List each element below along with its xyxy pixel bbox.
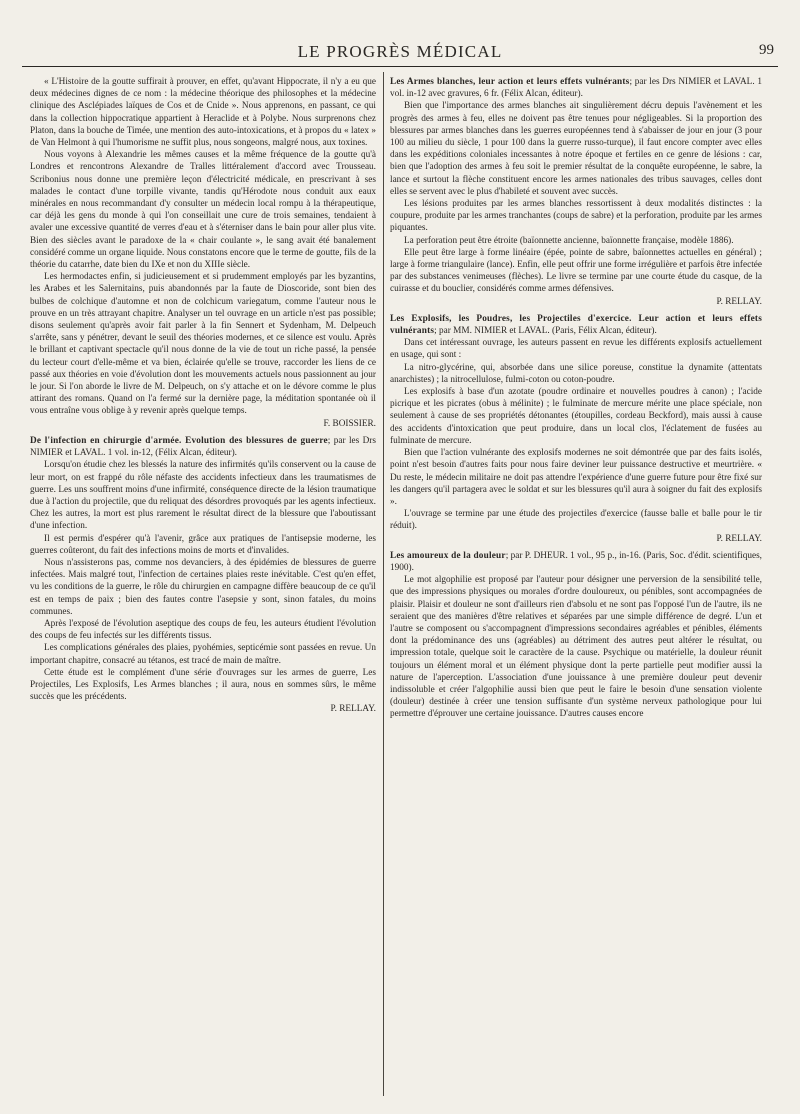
paragraph: Après l'exposé de l'évolution aseptique des coups de feu, les auteurs étudient l'évolution des coups de feu infectés sur les différents tissus. — [30, 618, 376, 642]
book-title: De l'infection en chirurgie d'armée. Evolution des blessures de guerre — [30, 435, 328, 446]
paragraph: Nous n'assisterons pas, comme nos devanciers, à des épidémies de blessures de guerre infectées. Mais malgré tout, l'infection de certaines plaies reste inévitable. C'est qu'en effet, vu les conditions de la guerre, le rôle du chirurgien en campagne diffère beaucoup de ce qu'il est en temps de paix ; bien des fautes contre l'asepsie y sont, sinon fatales, du moins communes. — [30, 557, 376, 617]
journal-title: LE PROGRÈS MÉDICAL — [297, 42, 503, 61]
paragraph: Lorsqu'on étudie chez les blessés la nature des infirmités qu'ils conservent ou la cause de leur mort, on est frappé du rôle néfaste des accidents infectieux dans les traumatismes de guerre. Les uns souffrent moins d'une infirmité, conséquence directe de la lésion traumatique due à l'action du projectile, que du reliquat des désordres provoqués par les agents infectieux. Chez les autres, la mort est plus rarement le résultat direct de la blessure que l'aboutissant d'une infection. — [30, 460, 376, 532]
paragraph: Bien que l'action vulnérante des explosifs modernes ne soit démontrée que par des faits isolés, point n'est besoin d'autres faits pour nous faire deviner leur puissance destructive et meurtrière. « Du reste, le médecin militaire ne doit pas attendre l'expérience d'une guerre future pour être fixé sur les dangers qu'il partagera avec le soldat et sur les blessures qu'il aura à soigner du fait des explosifs ». — [390, 448, 762, 507]
book-meta: ; par les Drs NIMIER et LAVAL. 1 vol. in-12, (Félix Alcan, éditeur). — [30, 435, 376, 459]
paragraph: Le mot algophilie est proposé par l'auteur pour désigner une perversion de la sensibilité telle, que des impressions physiques ou morales d'ordre douloureux, ou pénibles, sont accompagnées de plaisir. Plaisir et douleur ne sont d'ailleurs rien d'absolu et ne sont pas l'opposé l'un de l'autre, ils ne seraient que des manières d'être relatives et séparées par une simple différence de degré. L'un et l'autre se composent ou s'accompagnent d'impressions secondaires agréables et pénibles, éléments dont la prédominance des uns (agréables) au détriment des autres peut altérer le résultat, ou impression totale, quelque soit le caractère de la cause. Psychique ou matérielle, la douleur réunit toujours un élément moral et un élément physique dont la perte partielle peut modifier aussi la nature de l'aperception. L'association d'une jouissance à une première douleur peut devenir indissoluble et créer l'algophilie aussi bien que peut le faire le besoin d'une sensation violente (douleur) destinée à créer une tension suffisante d'un système nerveux pathologique pour lui permettre d'éprouver une certaine jouissance. D'autres causes encore — [390, 575, 762, 720]
paragraph: Les hermodactes enfin, si judicieusement et si prudemment employés par les byzantins, les Arabes et les Salernitains, puis abandonnés par la faute de Dioscoride, sont bien des bulbes de colchique d'automne et non de colchicum variegatum, comme l'auteur nous le prouve en un très attrayant chapitre. Analyser un tel ouvrage en un article n'est pas possible; disons seulement qu'après avoir fait parler à la fin Sennert et Sydenham, M. Delpeuch s'arrête, sans y pénétrer, devant le seuil des théories modernes, et ce silence est voulu. Après le brillant et captivant spectacle qu'il nous donne de la vie de tout un riche passé, la pensée du lecteur court d'elle-même et va bien, éclairée qu'elle se trouve, raccorder les liens de ce passé aux théories en voie d'évolution dont les mouvements actuels nous passionnent au jour le jour. Si l'on aborde le livre de M. Delpeuch, on s'y attache et on le dévore comme le plus attirant des romans. Quand on l'a fermé sur la dernière page, la méditation spontanée où il vous entraîne vous oblige à y revenir après quelque temps. — [30, 272, 376, 417]
paragraph: Elle peut être large à forme linéaire (épée, pointe de sabre, baïonnettes actuelles en général) ; large à forme triangulaire (lance). Enfin, elle peut offrir une forme irrégulière et parfois être infectée par des substances venimeuses (flèches). Le livre se termine par une courte étude du casque, de la cuirasse et du bouclier, considérés comme armes défensives. — [390, 247, 762, 295]
signature: P. RELLAY. — [716, 296, 762, 307]
signature: F. BOISSIER. — [323, 418, 376, 429]
review-heading — [390, 550, 762, 574]
review-heading — [390, 76, 762, 100]
paragraph: « L'Histoire de la goutte suffirait à prouver, en effet, qu'avant Hippocrate, il n'y a eu que deux médecines dignes de ce nom : la médecine théorique des philosophes et la médecine clinique des Asclépiades laïques de Cos et de Cnide ». Nous apprenons, en passant, ce qui dans la collection hippocratique appartient à Heraclide et à Polybe. Nous surprenons chez Platon, dans la bouche de Timée, une mention des auto-intoxications, et à propos du « latex » de Van Helmont à qui l'humorisme ne suffit plus, nous songeons, malgré nous, aux toxines. — [30, 77, 376, 149]
left-column — [30, 76, 376, 1094]
right-column — [390, 76, 762, 1094]
book-meta: ; par MM. NIMIER et LAVAL. (Paris, Félix Alcan, éditeur). — [434, 326, 657, 337]
book-title: Les Explosifs, les Poudres, les Projectiles d'exercice. Leur action et leurs effets vulnérants — [390, 313, 762, 337]
paragraph: Les complications générales des plaies, pyohémies, septicémie sont passées en revue. Un important chapitre, consacré au tétanos, est tracé de main de maître. — [30, 643, 376, 666]
paragraph: L'ouvrage se termine par une étude des projectiles d'exercice (fausse balle et balle pour le tir réduit). — [390, 509, 762, 532]
paragraph: La nitro-glycérine, qui, absorbée dans une silice poreuse, constitue la dynamite (attentats anarchistes) ; la nitrocellulose, fulmi-coton ou coton-poudre. — [390, 362, 762, 385]
signature: P. RELLAY. — [330, 704, 376, 715]
book-title: Les Armes blanches, leur action et leurs effets vulnérants — [390, 77, 630, 87]
paragraph: Dans cet intéressant ouvrage, les auteurs passent en revue les différents explosifs actuellement en usage, qui sont : — [390, 338, 762, 361]
book-meta: ; par P. DHEUR. 1 vol., 95 p., in-16. (Paris, Soc. d'édit. scientifiques, 1900). — [390, 550, 762, 573]
paragraph: Les explosifs à base d'un azotate (poudre ordinaire et nouvelles poudres à canon) ; l'acide picrique et les picrates (obus à mélinite) ; le fulminate de mercure mérite une place spéciale, non seulement à cause de ses propriétés détonantes (étoupilles, cordeau Beckford), mais aussi à cause des accidents d'intoxication que peut produire, dans un local clos, l'éclatement de fusées au fulminate de mercure. — [390, 387, 762, 446]
column-divider — [383, 72, 384, 1096]
paragraph: Nous voyons à Alexandrie les mêmes causes et la même fréquence de la goutte qu'à Londres et rencontrons Alexandre de Tralles littéralement d'accord avec Trousseau. Scribonius nous donne une première leçon d'électricité médicale, en prescrivant à ses malades le contact d'une torpille vivante, tandis qu'Hérodote nous conduit aux eaux minérales en nous recommandant d'y consulter un médecin local rompu à la thérapeutique, car déjà les gens du monde à qui l'on conseillait une cure de trois semaines, tendaient à avaler une excessive quantité de verres d'eau et à s'éterniser dans le bain pour aller plus vite. Bien des siècles avant le paradoxe de la « chair coulante », le sang avait été banalement considéré comme un organe liquide. Nous constatons encore que le terme de goutte, fils de la théorie du catarrhe, date bien du IXe et non du XIIIe siècle. — [30, 150, 376, 271]
book-title: Les amoureux de la douleur — [390, 550, 506, 561]
page-header — [22, 40, 778, 67]
review-heading — [30, 435, 376, 459]
paragraph: Bien que l'importance des armes blanches ait singulièrement décru depuis l'avènement et les progrès des armes à feu, elles ne doivent pas être tenues pour négligeables. Si la proportion des blessures par armes blanches dans les guerres européennes tend à s'abaisser de jour en jour (3 pour 100 au milieu du siècle, 1 pour 100 dans la guerre russo-turque), il faut encore compter avec elles dans les expéditions coloniales incessantes à notre époque et fertiles en ce genre de lésions : car, bien que l'adoption des armes à feu soit le premier résultat de la conquête européenne, le sabre, la lance et surtout la flèche constituent encore les armes nationales des tribus sauvages, celles dont elles se servent avec le plus d'habileté et souvent avec succès. — [390, 101, 762, 197]
paragraph: Les lésions produites par les armes blanches ressortissent à deux modalités distinctes : la coupure, produite par les armes tranchantes (coups de sabre) et la perforation, produite par les armes piquantes. — [390, 199, 762, 234]
book-meta: ; par les Drs NIMIER et LAVAL. 1 vol. in-12 avec gravures, 6 fr. (Félix Alcan, éditeur). — [390, 77, 762, 100]
paragraph: La perforation peut être étroite (baïonnette ancienne, baïonnette française, modèle 1886). — [404, 235, 734, 246]
review-heading — [390, 313, 762, 337]
page-number: 99 — [759, 42, 774, 58]
paragraph: Cette étude est le complément d'une série d'ouvrages sur les armes de guerre, Les Projectiles, Les Explosifs, Les Armes blanches ; il aura, nous en sommes sûrs, le même succès que les précédents. — [30, 667, 376, 703]
paragraph: Il est permis d'espérer qu'à l'avenir, grâce aux pratiques de l'antisepsie moderne, les guerres coûteront, du fait des infections moins de morts et d'invalides. — [30, 533, 376, 556]
signature: P. RELLAY. — [716, 533, 762, 544]
